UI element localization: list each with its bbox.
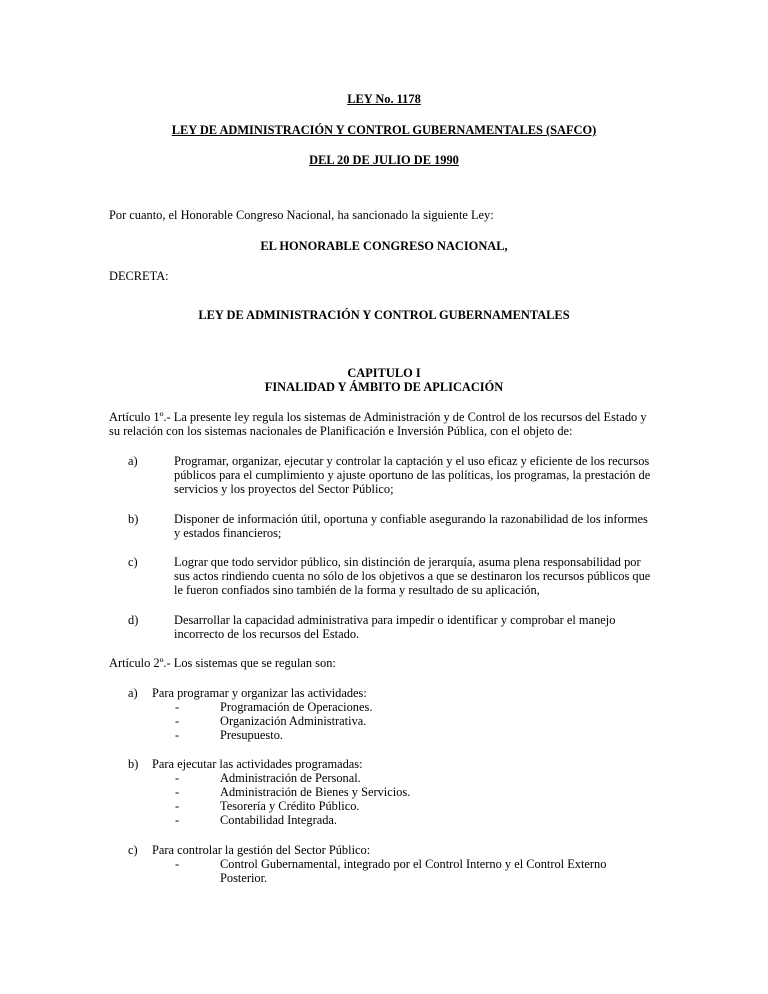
list-dash: - [175,714,180,728]
law-title: LEY DE ADMINISTRACIÓN Y CONTROL GUBERNAMENTALES [198,308,570,322]
list-item: Contabilidad Integrada. [220,813,337,827]
article2-group-label: b) [128,757,139,771]
list-dash: - [175,857,180,871]
list-item: Tesorería y Crédito Público. [220,799,360,813]
article1-item-label: a) [128,454,138,468]
list-item-continuation: Posterior. [220,871,268,885]
chapter-name: FINALIDAD Y ÁMBITO DE APLICACIÓN [264,380,504,394]
article1-line2: su relación con los sistemas nacionales de Planificación e Inversión Pública, con el objeto de: [109,424,573,438]
article1-item-label: d) [128,613,139,627]
list-item: Programación de Operaciones. [220,700,373,714]
list-item: Administración de Bienes y Servicios. [220,785,411,799]
list-dash: - [175,813,180,827]
list-item: Organización Administrativa. [220,714,367,728]
list-dash: - [175,728,180,742]
article1-item-d [174,613,659,641]
list-dash: - [175,700,180,714]
article1-item-c [174,555,659,598]
item-line: y estados financieros; [174,526,282,541]
law-date: DEL 20 DE JULIO DE 1990 [309,153,459,167]
item-line: incorrecto de los recursos del Estado. [174,627,360,642]
item-line: Desarrollar la capacidad administrativa para impedir o identificar y comprobar el manejo [174,613,616,627]
item-line: públicos para el cumplimiento y ajuste oportuno de las políticas, los programas, la prestación de [174,468,651,483]
item-line: sus actos rindiendo cuenta no sólo de los objetivos a que se destinaron los recursos públicos que [174,569,651,584]
item-line: Disponer de información útil, oportuna y confiable asegurando la razonabilidad de los informes [174,512,648,526]
item-line: Lograr que todo servidor público, sin distinción de jerarquía, asuma plena responsabilidad por [174,555,641,569]
list-dash: - [175,785,180,799]
item-line: servicios y los proyectos del Sector Público; [174,482,394,497]
article1-item-label: c) [128,555,138,569]
preamble-intro: Por cuanto, el Honorable Congreso Nacional, ha sancionado la siguiente Ley: [109,208,494,222]
article1-item-b [174,512,659,540]
law-number: LEY No. 1178 [347,92,421,106]
article2-group-title: Para programar y organizar las actividades: [152,686,367,700]
list-item: Presupuesto. [220,728,283,742]
article2-intro: Artículo 2º.- Los sistemas que se regulan son: [109,656,336,670]
decreta: DECRETA: [109,269,169,283]
article1-line1: Artículo 1º.- La presente ley regula los sistemas de Administración y de Control de los recursos del Estado y [109,410,647,424]
article2-group-label: a) [128,686,138,700]
article2-group-label: c) [128,843,138,857]
chapter-number: CAPITULO I [347,366,421,380]
list-dash: - [175,799,180,813]
article1-item-label: b) [128,512,139,526]
item-line: le fueron confiados sino también de la forma y resultado de su aplicación, [174,583,540,598]
list-dash: - [175,771,180,785]
list-item: Control Gubernamental, integrado por el Control Interno y el Control Externo [220,857,607,871]
law-name: LEY DE ADMINISTRACIÓN Y CONTROL GUBERNAMENTALES (SAFCO) [171,123,597,137]
article2-group-title: Para ejecutar las actividades programadas: [152,757,363,771]
list-item: Administración de Personal. [220,771,361,785]
article2-group-title: Para controlar la gestión del Sector Público: [152,843,371,857]
item-line: Programar, organizar, ejecutar y controlar la captación y el uso eficaz y eficiente de los recursos [174,454,650,468]
congress-heading: EL HONORABLE CONGRESO NACIONAL, [260,239,508,253]
article1-item-a [174,454,659,497]
